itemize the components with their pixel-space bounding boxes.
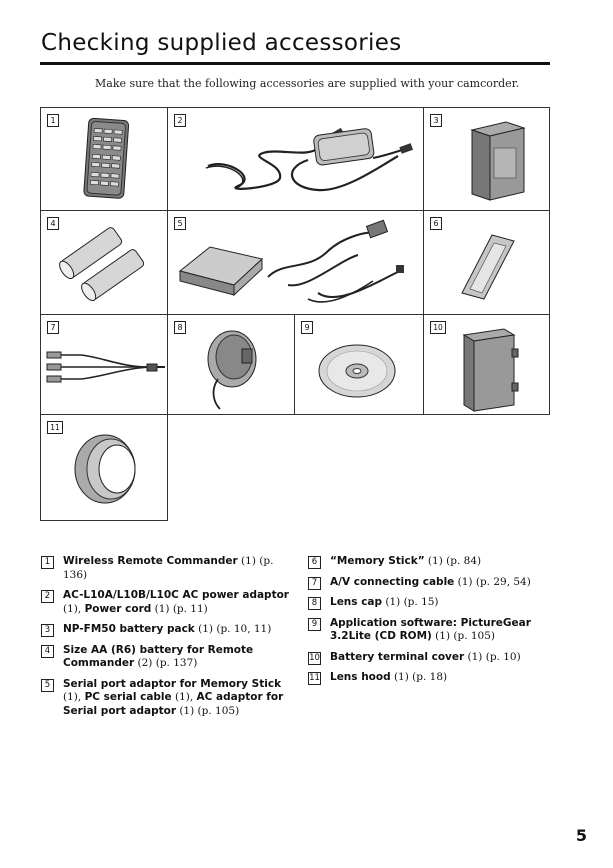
item-name: Lens hood <box>330 671 391 683</box>
remote-commander-illustration <box>41 108 169 212</box>
item-number-box: 3 <box>430 114 442 127</box>
item-name: NP-FM50 battery pack <box>63 623 195 635</box>
item-name: Serial port adaptor for Memory Stick <box>63 677 282 690</box>
lens-cap-illustration <box>168 315 296 416</box>
list-item <box>41 589 291 616</box>
item-number-box: 2 <box>174 114 186 127</box>
item-number-box: 10 <box>309 652 320 663</box>
item-number-box: 1 <box>47 114 59 127</box>
item-detail: (1), <box>63 691 85 703</box>
battery-pack-illustration <box>424 108 551 212</box>
figure-cell-11 <box>40 414 168 521</box>
item-name: “Memory Stick” <box>330 555 425 567</box>
item-name: Power cord <box>84 602 152 615</box>
item-detail: (1) (p. 105) <box>176 704 240 717</box>
item-number-box: 2 <box>41 590 54 603</box>
ac-adaptor-illustration <box>168 108 425 212</box>
list-item <box>308 555 548 569</box>
item-detail: (1) (p. 105) <box>431 630 496 642</box>
item-detail: (1), <box>63 602 85 615</box>
memory-stick-illustration <box>424 211 551 316</box>
item-detail: (1) (p. 29, 54) <box>454 575 531 588</box>
list-item <box>41 555 291 582</box>
intro-text: Make sure that the following accessories are supplied with your camcorder. <box>95 77 520 90</box>
item-number-box: 7 <box>47 321 59 334</box>
item-number-box: 5 <box>41 679 54 692</box>
item-number-box: 8 <box>308 597 321 610</box>
cd-rom-illustration <box>295 315 425 416</box>
item-name: Battery terminal cover <box>330 650 465 663</box>
title-rule <box>40 62 550 65</box>
item-number-box: 1 <box>41 556 54 569</box>
item-name: PC serial cable <box>84 691 172 703</box>
item-name: Wireless Remote Commander <box>63 555 238 567</box>
item-number-box: 9 <box>308 618 321 631</box>
list-item <box>41 678 291 719</box>
serial-port-adaptor-illustration <box>168 211 425 316</box>
item-detail: (2) (p. 137) <box>134 657 198 669</box>
item-number-box: 8 <box>174 321 186 334</box>
figure-cell-4 <box>40 210 168 315</box>
item-detail: (1) (p. 10) <box>464 650 521 663</box>
item-detail: (1), <box>171 691 197 703</box>
item-number-box: 6 <box>308 556 321 569</box>
accessory-list-left <box>41 555 291 725</box>
item-number-box: 9 <box>301 321 313 334</box>
list-item <box>308 651 548 665</box>
item-number-box: 10 <box>430 321 446 334</box>
lens-hood-illustration <box>41 415 169 522</box>
figure-cell-7 <box>40 314 168 415</box>
figure-cell-3 <box>423 107 550 211</box>
item-name: Size AA (R6) battery for Remote Commander <box>63 643 254 669</box>
page-title: Checking supplied accessories <box>41 30 402 56</box>
accessory-list-right <box>308 555 548 692</box>
av-cable-illustration <box>41 315 169 416</box>
item-detail: (1) (p. 15) <box>382 596 439 608</box>
item-detail: (1) (p. 136) <box>63 555 274 581</box>
figure-cell-10 <box>423 314 550 415</box>
item-number-box: 4 <box>41 645 54 658</box>
item-number-box: 11 <box>309 673 320 683</box>
item-detail: (1) (p. 10, 11) <box>194 623 272 635</box>
item-number-box: 3 <box>41 624 54 637</box>
list-item <box>308 576 548 590</box>
item-name: AC-L10A/L10B/L10C AC power adaptor <box>63 589 289 601</box>
figure-cell-2 <box>167 107 424 211</box>
aa-batteries-illustration <box>41 211 169 316</box>
item-detail: (1) (p. 84) <box>424 555 482 567</box>
battery-terminal-cover-illustration <box>424 315 551 416</box>
figure-cell-1 <box>40 107 168 211</box>
list-item <box>308 671 548 685</box>
item-name: A/V connecting cable <box>330 575 455 588</box>
item-name: AC adaptor for Serial port adaptor <box>63 691 284 717</box>
figure-cell-8 <box>167 314 295 415</box>
figure-cell-6 <box>423 210 550 315</box>
item-number-box: 4 <box>47 217 59 230</box>
list-item <box>308 617 548 644</box>
list-item <box>41 623 291 637</box>
figure-cell-9 <box>294 314 424 415</box>
item-number-box: 6 <box>430 217 442 230</box>
list-item <box>308 596 548 610</box>
item-name: Lens cap <box>330 596 383 608</box>
page-number: 5 <box>575 826 587 845</box>
item-number-box: 7 <box>308 577 321 590</box>
item-number-box: 11 <box>47 421 63 434</box>
figure-cell-5 <box>167 210 424 315</box>
list-item <box>41 644 291 671</box>
item-detail: (1) (p. 18) <box>390 671 448 683</box>
item-detail: (1) (p. 11) <box>151 602 208 615</box>
item-name: Application software: PictureGear 3.2Lite (CD ROM) <box>330 616 531 642</box>
item-number-box: 5 <box>174 217 186 230</box>
